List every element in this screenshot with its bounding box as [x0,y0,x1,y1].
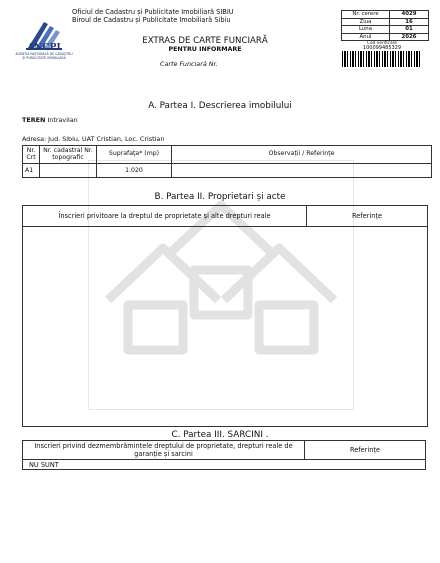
barcode-icon [342,51,422,67]
owners-table [22,205,428,427]
office-line-1: Oficiul de Cadastru și Publicitate Imobiliară SIBIU [72,8,234,16]
verification-code-value: 100099485329 [362,45,402,51]
verification-code-label: Cod verificare [367,41,397,46]
part-3-title: C. Partea III. SARCINI . [171,430,269,440]
meta-row [342,11,429,19]
col-referinte: Referințe [351,212,383,220]
meta-key: Ziua [342,18,390,26]
table-header-row [23,146,432,164]
table-row [23,460,426,470]
col-inscrieri-sarcini: Inscrieri privind dezmembrămintele dreptului de proprietate, drepturi reale de garanție și sarcini [23,441,305,460]
col-referinte: Referințe [305,441,426,460]
meta-value: 01 [390,26,429,34]
meta-value: 2026 [390,33,429,41]
teren-label: TEREN [22,116,46,124]
col-inscrieri-proprietate: Înscrieri privitoare la dreptul de proprietate și alte drepturi reale [23,206,307,226]
encumbrances-table [22,440,426,470]
col-suprafata: Suprafața* (mp) [97,146,172,164]
col-observatii: Observații / Referințe [172,146,432,164]
cell-suprafata: 1.020 [97,164,172,178]
part-1-title: A. Partea I. Descrierea imobilului [148,101,292,111]
logo-text: ANCPI [27,43,61,53]
request-meta-table [341,10,429,41]
meta-value: 16 [390,18,429,26]
part-2-title: B. Partea II. Proprietari și acte [154,192,286,202]
teren-line [22,116,78,124]
document-title: EXTRAS DE CARTE FUNCIARĂ [142,36,268,46]
property-description-table [22,145,432,178]
col-nr-crt: Nr. Crt [23,146,40,164]
cell-cadastral [40,164,97,178]
meta-key: Luna [342,26,390,34]
document-subtitle: PENTRU INFORMARE [168,46,242,53]
office-line-2: Biroul de Cadastru și Publicitate Imobiliară Sibiu [72,16,231,25]
meta-key: Anul [342,33,390,41]
table-header-row [23,441,426,460]
meta-key: Nr. cerere [342,11,390,19]
logo-subtext: AGENȚIA NAȚIONALĂ DE CADASTRU ȘI PUBLICITATE IMOBILIARĂ [15,52,73,60]
cell-observatii [172,164,432,178]
meta-row [342,18,429,26]
col-nr-cadastral: Nr. cadastral Nr. topografic [40,146,97,164]
cell-nr: A1 [23,164,40,178]
office-info [72,8,234,25]
meta-row [342,33,429,41]
teren-value: Intravilan [47,116,78,124]
address-line: Adresa: Jud. Sibiu, UAT Cristian, Loc. Cristian [22,135,165,143]
table-row [23,164,432,178]
meta-value: 4029 [390,11,429,19]
sarcini-value: NU SUNT [23,460,426,470]
owners-table-header [23,206,427,227]
carte-funciara-label: Carte Funciară Nr. [160,60,218,68]
meta-row [342,26,429,34]
